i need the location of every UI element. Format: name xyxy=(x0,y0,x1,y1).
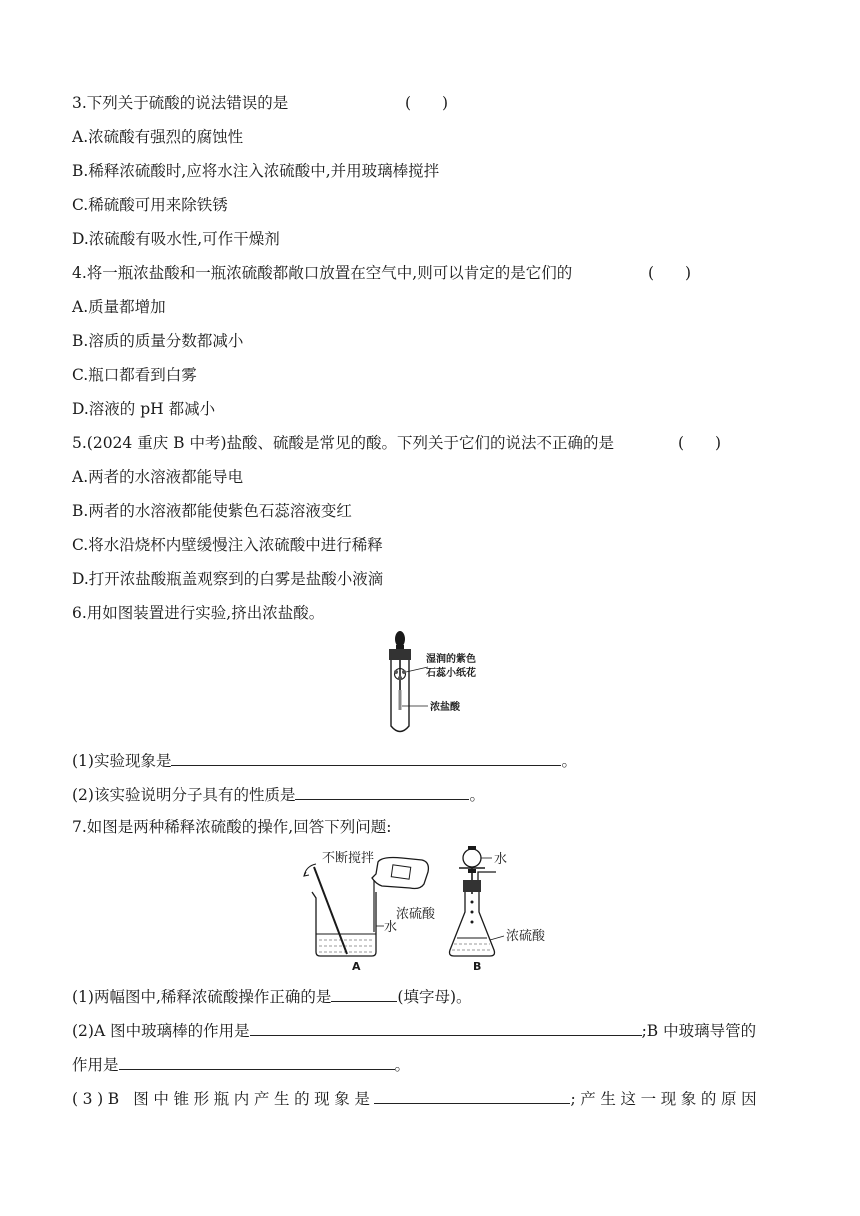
label-stir: 不断搅拌 xyxy=(322,851,375,866)
q3-option-a: A.浓硫酸有强烈的腐蚀性 xyxy=(72,128,244,146)
q5-option-d: D.打开浓盐酸瓶盖观察到的白雾是盐酸小液滴 xyxy=(72,570,384,588)
q4-stem: 4.将一瓶浓盐酸和一瓶浓硫酸都敞口放置在空气中,则可以肯定的是它们的 xyxy=(72,264,573,282)
q4-option-b: B.溶质的质量分数都减小 xyxy=(72,332,244,350)
label-conc-hcl: 浓盐酸 xyxy=(430,702,460,713)
q5-option-b: B.两者的水溶液都能使紫色石蕊溶液变红 xyxy=(72,502,352,520)
q3-answer-paren[interactable]: ( ) xyxy=(405,94,449,112)
reagent-bottle-icon xyxy=(372,858,428,889)
q6-sub1 xyxy=(72,749,577,771)
label-flower-line1: 湿润的紫色 xyxy=(426,654,476,665)
q4-option-d: D.溶液的 pH 都减小 xyxy=(72,400,216,418)
q4-option-c: C.瓶口都看到白雾 xyxy=(72,366,197,384)
q4-option-a: A.质量都增加 xyxy=(72,298,166,316)
q6-sub1-answer-blank[interactable] xyxy=(171,749,561,766)
q7-sub1 xyxy=(72,985,472,1007)
q7-sub2-cont-prefix: 作用是 xyxy=(72,1056,119,1074)
label-water-a: 水 xyxy=(384,920,398,935)
q7-sub1-prefix: (1)两幅图中,稀释浓硫酸操作正确的是 xyxy=(72,988,332,1006)
q7-sub2-prefix: (2)A 图中玻璃棒的作用是 xyxy=(72,1022,250,1040)
q7-sub3 xyxy=(72,1087,761,1109)
q7-sub2-suffix: ;B 中玻璃导管的 xyxy=(641,1022,757,1040)
label-water-b: 水 xyxy=(494,852,508,867)
q7-stem: 7.如图是两种稀释浓硫酸的操作,回答下列问题: xyxy=(72,818,392,836)
label-conc-h2so4-b: 浓硫酸 xyxy=(506,929,546,944)
q5-option-c: C.将水沿烧杯内壁缓慢注入浓硫酸中进行稀释 xyxy=(72,536,383,554)
rubber-stopper-b-icon xyxy=(463,880,481,892)
q3-option-d: D.浓硫酸有吸水性,可作干燥剂 xyxy=(72,230,280,248)
q6-sub2-suffix: 。 xyxy=(469,786,485,804)
q6-sub2-answer-blank[interactable] xyxy=(295,783,469,800)
q4-answer-paren[interactable]: ( ) xyxy=(648,264,692,282)
dropper-bulb-icon xyxy=(395,631,405,647)
glass-tube-icon xyxy=(478,872,496,880)
label-conc-h2so4-a: 浓硫酸 xyxy=(396,907,436,922)
q3-stem: 3.下列关于硫酸的说法错误的是 xyxy=(72,94,289,112)
q6-sub2-prefix: (2)该实验说明分子具有的性质是 xyxy=(72,786,296,804)
q6-sub1-suffix: 。 xyxy=(561,752,577,770)
q7-sub2-cont-suffix: 。 xyxy=(394,1056,411,1074)
q7-sub1-suffix: (填字母)。 xyxy=(397,988,472,1006)
q5-answer-paren[interactable]: ( ) xyxy=(678,434,722,452)
rubber-stopper-icon xyxy=(389,649,411,660)
label-figure-b: B xyxy=(473,960,482,973)
q6-apparatus-figure xyxy=(370,628,480,738)
label-flower-line2: 石蕊小纸花 xyxy=(426,668,476,679)
label-figure-a: A xyxy=(352,960,361,973)
q7-sub1-answer-blank[interactable] xyxy=(331,985,397,1002)
q5-stem: 5.(2024 重庆 B 中考)盐酸、硫酸是常见的酸。下列关于它们的说法不正确的是 xyxy=(72,434,615,452)
q7-sub2-cont xyxy=(72,1053,410,1075)
q7-dilution-figure xyxy=(292,842,567,974)
q7-sub3-answer-blank[interactable] xyxy=(374,1087,570,1104)
q7-sub3-prefix: (3)B 图中锥形瓶内产生的现象是 xyxy=(72,1090,375,1108)
q3-option-b: B.稀释浓硫酸时,应将水注入浓硫酸中,并用玻璃棒搅拌 xyxy=(72,162,440,180)
glass-rod-icon xyxy=(314,867,347,954)
q6-stem: 6.用如图装置进行实验,挤出浓盐酸。 xyxy=(72,604,325,622)
q3-option-c: C.稀硫酸可用来除铁锈 xyxy=(72,196,228,214)
q5-option-a: A.两者的水溶液都能导电 xyxy=(72,468,244,486)
q6-sub2 xyxy=(72,783,485,805)
q7-sub2-answer-blank[interactable] xyxy=(250,1019,642,1036)
q7-sub3-mid: ;产生这一现象的原因 xyxy=(570,1090,762,1108)
q7-sub2 xyxy=(72,1019,756,1041)
q7-sub2-cont-answer-blank[interactable] xyxy=(119,1053,395,1070)
q6-sub1-prefix: (1)实验现象是 xyxy=(72,752,172,770)
